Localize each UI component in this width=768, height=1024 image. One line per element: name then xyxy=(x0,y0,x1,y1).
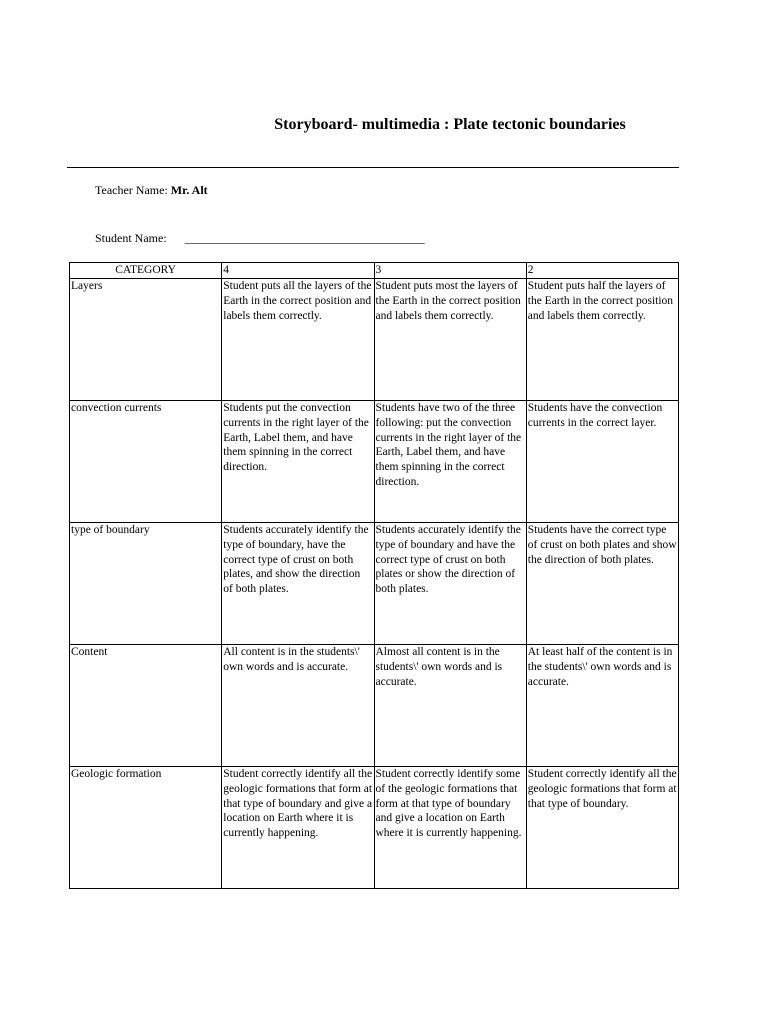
teacher-name-value: Mr. Alt xyxy=(170,183,208,197)
cell-score-2: At least half of the content is in the students\' own words and is accurate. xyxy=(526,645,678,767)
header-score-4: 4 xyxy=(222,263,374,279)
row-category: Content xyxy=(70,645,222,767)
cell-score-3: Students have two of the three following: put the convection currents in the right layer of the Earth, Label them, and have them spinning in the correct direction. xyxy=(374,401,526,523)
cell-score-4: Student puts all the layers of the Earth in the correct position and labels them correctly. xyxy=(222,279,374,401)
student-name-line xyxy=(95,231,425,246)
header-score-2: 2 xyxy=(526,263,678,279)
row-category: type of boundary xyxy=(70,523,222,645)
cell-score-2: Students have the convection currents in the correct layer. xyxy=(526,401,678,523)
table-row xyxy=(70,401,679,523)
cell-score-3: Students accurately identify the type of boundary and have the correct type of crust on both plates or show the direction of both plates. xyxy=(374,523,526,645)
table-row xyxy=(70,279,679,401)
cell-score-4: Students accurately identify the type of boundary, have the correct type of crust on both plates, and show the direction of both plates. xyxy=(222,523,374,645)
row-category: convection currents xyxy=(70,401,222,523)
cell-score-2: Students have the correct type of crust on both plates and show the direction of both plates. xyxy=(526,523,678,645)
cell-score-2: Student puts half the layers of the Earth in the correct position and labels them correctly. xyxy=(526,279,678,401)
cell-score-3: Almost all content is in the students\' own words and is accurate. xyxy=(374,645,526,767)
cell-score-4: Students put the convection currents in the right layer of the Earth, Label them, and have them spinning in the correct direction. xyxy=(222,401,374,523)
table-row xyxy=(70,645,679,767)
title-divider xyxy=(67,167,679,168)
page-title: Storyboard- multimedia : Plate tectonic boundaries xyxy=(274,116,626,133)
header-category: CATEGORY xyxy=(70,263,222,279)
cell-score-2: Student correctly identify all the geologic formations that form at that type of boundary. xyxy=(526,767,678,889)
rubric-table xyxy=(69,262,679,889)
row-category: Geologic formation xyxy=(70,767,222,889)
student-name-blank: ________________________________________ xyxy=(184,231,425,245)
teacher-name-label: Teacher Name: xyxy=(95,183,168,197)
cell-score-3: Student correctly identify some of the geologic formations that form at that type of boundary and give a location on Earth where it is currently happening. xyxy=(374,767,526,889)
cell-score-4: All content is in the students\' own words and is accurate. xyxy=(222,645,374,767)
table-row xyxy=(70,767,679,889)
table-row xyxy=(70,523,679,645)
row-category: Layers xyxy=(70,279,222,401)
table-header-row xyxy=(70,263,679,279)
student-name-label: Student Name: xyxy=(95,231,167,245)
header-score-3: 3 xyxy=(374,263,526,279)
cell-score-3: Student puts most the layers of the Earth in the correct position and labels them correctly. xyxy=(374,279,526,401)
cell-score-4: Student correctly identify all the geologic formations that form at that type of boundary and give a location on Earth where it is currently happening. xyxy=(222,767,374,889)
teacher-name-line xyxy=(95,183,208,198)
